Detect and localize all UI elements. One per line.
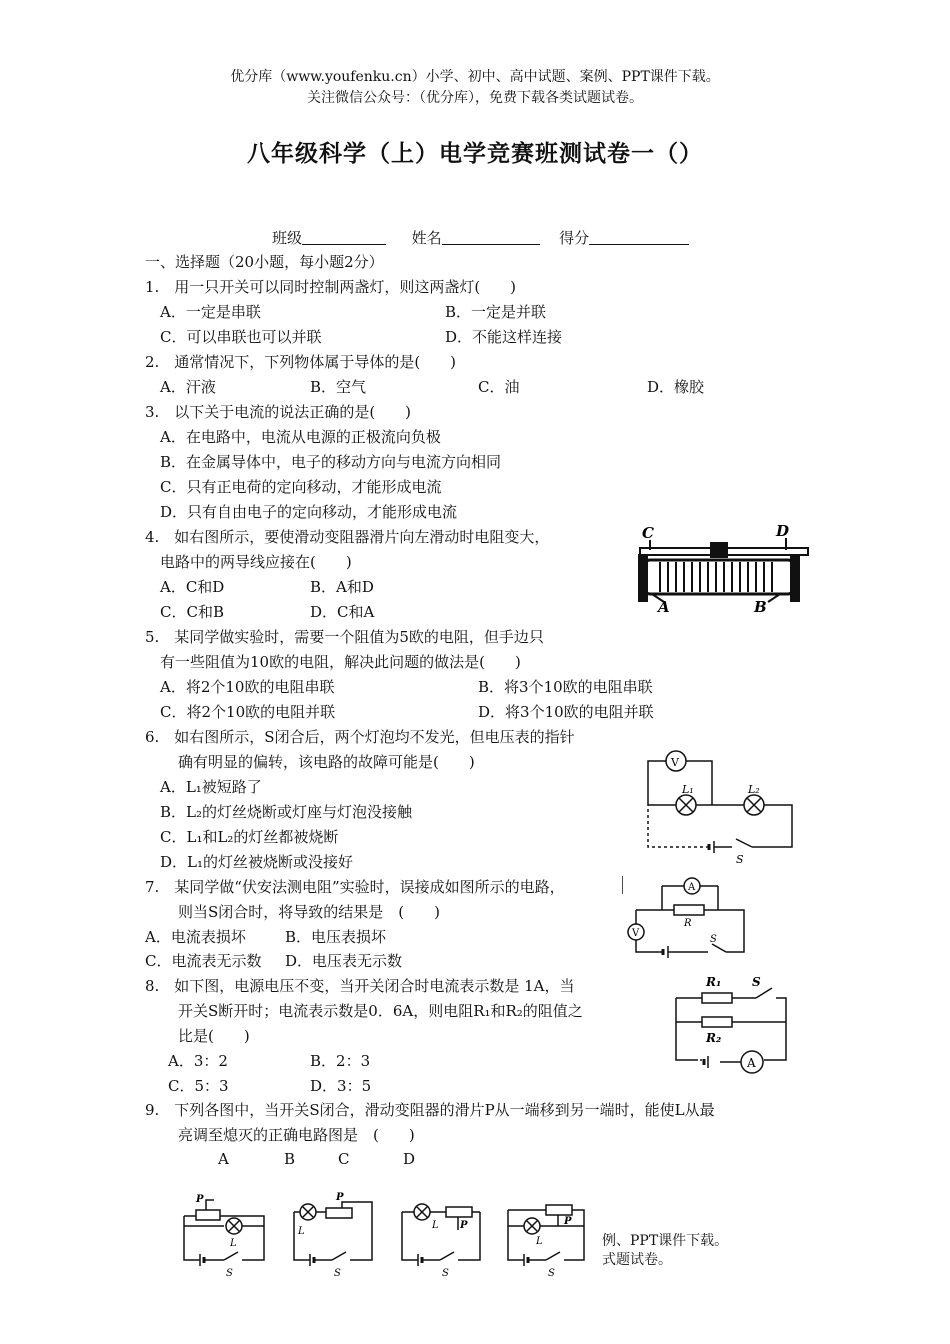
label-b: B	[754, 598, 767, 614]
q6-option-a[interactable]: A．L₁被短路了	[160, 778, 262, 796]
q8-option-c[interactable]: C．5：3	[168, 1077, 229, 1095]
q9-label-b[interactable]: B	[284, 1150, 296, 1168]
circuit-d	[508, 1205, 584, 1266]
q5-option-a[interactable]: A．将2个10欧的电阻串联	[160, 678, 335, 696]
s-label: S	[736, 853, 744, 865]
s-label: S	[710, 934, 717, 945]
c-s-label: S	[442, 1268, 449, 1279]
voltmeter-label: V	[671, 756, 679, 769]
r2-label: R₂	[706, 1031, 722, 1045]
label-a: A	[658, 598, 670, 614]
page-title: 八年级科学（上）电学竞赛班测试卷一（）	[247, 140, 703, 167]
q4-option-a[interactable]: A．C和D	[160, 578, 225, 596]
q1-option-d[interactable]: D．不能这样连接	[445, 328, 563, 346]
l1-label: L₁	[682, 783, 694, 796]
r1-label: R₁	[706, 975, 722, 989]
q4-stem-line2: 电路中的两导线应接在( )	[160, 553, 352, 571]
class-label: 班级	[272, 229, 303, 247]
site-header-line1: 优分库（www.youfenku.cn）小学、初中、高中试题、案例、PPT课件下载。	[230, 69, 720, 85]
site-header-line2: 关注微信公众号：（优分库），免费下载各类试题试卷。	[307, 90, 643, 106]
q5-option-d[interactable]: D．将3个10欧的电阻并联	[478, 703, 654, 721]
q8-stem-line3: 比是( )	[178, 1027, 250, 1045]
b-p-label: P	[336, 1192, 344, 1203]
q8-option-a[interactable]: A．3：2	[168, 1052, 228, 1070]
class-blank[interactable]	[302, 230, 386, 245]
q2-option-c[interactable]: C．油	[478, 378, 520, 396]
switch-s[interactable]	[756, 988, 772, 998]
label-d: D	[776, 522, 790, 540]
q1-option-c[interactable]: C．可以串联也可以并联	[160, 328, 322, 346]
q9-label-d[interactable]: D	[403, 1150, 416, 1168]
q3-option-a[interactable]: A．在电路中，电流从电源的正极流向负极	[160, 428, 441, 446]
q3-option-d[interactable]: D．只有自由电子的定向移动，才能形成电流	[160, 503, 458, 521]
section-heading: 一、选择题（20小题，每小题2分）	[145, 253, 384, 271]
q8-stem-line2: 开关S断开时；电流表示数是0．6A，则电阻R₁和R₂的阻值之	[178, 1002, 583, 1020]
q6-stem-line1: 6. 如右图所示，S闭合后，两个灯泡均不发光，但电压表的指针	[145, 728, 575, 746]
q8-option-b[interactable]: B．2：3	[310, 1052, 371, 1070]
l2-label: L₂	[748, 783, 760, 796]
q4-stem-line1: 4. 如右图所示，要使滑动变阻器滑片向左滑动时电阻变大，	[145, 528, 550, 546]
b-s-label: S	[334, 1268, 341, 1279]
score-blank[interactable]	[589, 230, 689, 245]
resistor-r1-icon	[702, 993, 732, 1003]
q6-circuit-figure	[640, 745, 800, 865]
q8-option-d[interactable]: D．3：5	[310, 1077, 372, 1095]
b-l-label: L	[298, 1226, 305, 1237]
q3-option-c[interactable]: C．只有正电荷的定向移动，才能形成电流	[160, 478, 442, 496]
q4-option-c[interactable]: C．C和B	[160, 603, 224, 621]
circuit-c	[402, 1204, 480, 1266]
q1-stem: 1. 用一只开关可以同时控制两盏灯，则这两盏灯( )	[145, 278, 517, 296]
q7-option-b[interactable]: B．电压表损坏	[285, 928, 387, 946]
q3-option-b[interactable]: B．在金属导体中，电子的移动方向与电流方向相同	[160, 453, 502, 471]
a-s-label: S	[226, 1268, 233, 1279]
name-blank[interactable]	[442, 230, 540, 245]
rheostat-figure	[630, 522, 815, 614]
q2-option-b[interactable]: B．空气	[310, 378, 367, 396]
q1-option-b[interactable]: B．一定是并联	[445, 303, 547, 321]
q7-option-c[interactable]: C．电流表无示数	[145, 952, 262, 970]
q2-option-d[interactable]: D．橡胶	[647, 378, 705, 396]
q7-stem-line2: 则当S闭合时，将导致的结果是 ( )	[178, 903, 440, 921]
q8-circuit-figure	[668, 970, 798, 1082]
d-s-label: S	[548, 1268, 555, 1279]
switch-s[interactable]	[736, 839, 752, 847]
a-l-label: L	[230, 1238, 237, 1249]
q9-label-a[interactable]: A	[218, 1150, 229, 1168]
q6-stem-line2: 确有明显的偏转，该电路的故障可能是( )	[178, 753, 475, 771]
label-c: C	[642, 524, 654, 542]
ammeter-label: A	[747, 1056, 756, 1070]
q7-option-a[interactable]: A．电流表损坏	[145, 928, 246, 946]
q6-option-d[interactable]: D．L₁的灯丝被烧断或没接好	[160, 853, 354, 871]
q5-stem-line1: 5. 某同学做实验时，需要一个阻值为5欧的电阻，但手边只	[145, 628, 544, 646]
voltmeter-label: V	[632, 928, 640, 939]
q5-option-c[interactable]: C．将2个10欧的电阻并联	[160, 703, 336, 721]
q1-option-a[interactable]: A．一定是串联	[160, 303, 261, 321]
footer-fragment-line2: 式题试卷。	[602, 1252, 672, 1268]
circuit-b	[294, 1202, 372, 1266]
resistor-r-icon	[674, 905, 704, 915]
q4-option-b[interactable]: B．A和D	[310, 578, 374, 596]
q5-stem-line2: 有一些阻值为10欧的电阻，解决此问题的做法是( )	[160, 653, 521, 671]
q4-option-d[interactable]: D．C和A	[310, 603, 375, 621]
d-p-label: P	[564, 1216, 572, 1227]
circuit-a	[184, 1200, 264, 1266]
name-label: 姓名	[411, 229, 442, 247]
q9-stem-line1: 9. 下列各图中，当开关S闭合，滑动变阻器的滑片P从一端移到另一端时，能使L从最	[145, 1101, 715, 1119]
c-l-label: L	[432, 1220, 439, 1231]
q7-circuit-figure	[622, 872, 752, 962]
resistor-r2-icon	[702, 1017, 732, 1027]
q2-stem: 2. 通常情况下，下列物体属于导体的是( )	[145, 353, 457, 371]
s-label: S	[752, 975, 761, 989]
c-p-label: P	[460, 1220, 468, 1231]
q2-option-a[interactable]: A．汗液	[160, 378, 216, 396]
score-label: 得分	[559, 229, 590, 247]
r-label: R	[684, 918, 692, 929]
ammeter-label: A	[688, 882, 696, 893]
q7-option-d[interactable]: D．电压表无示数	[285, 952, 403, 970]
q6-option-c[interactable]: C．L₁和L₂的灯丝都被烧断	[160, 828, 339, 846]
q9-circuits-figure	[176, 1188, 596, 1280]
q8-stem-line1: 8. 如下图，电源电压不变，当开关闭合时电流表示数是 1A，当	[145, 977, 575, 995]
q3-stem: 3. 以下关于电流的说法正确的是( )	[145, 403, 412, 421]
footer-fragment-line1: 例、PPT课件下载。	[602, 1233, 729, 1249]
switch-s[interactable]	[712, 944, 726, 952]
a-p-label: P	[196, 1194, 204, 1205]
d-l-label: L	[536, 1236, 543, 1247]
q9-stem-line2: 亮调至熄灭的正确电路图是 ( )	[178, 1126, 415, 1144]
info-line	[272, 227, 689, 248]
q7-stem-line1: 7. 某同学做“伏安法测电阻”实验时，误接成如图所示的电路，	[145, 878, 565, 896]
q5-option-b[interactable]: B．将3个10欧的电阻串联	[478, 678, 653, 696]
slider-contact	[710, 542, 728, 558]
q9-label-c[interactable]: C	[338, 1150, 350, 1168]
q6-option-b[interactable]: B．L₂的灯丝烧断或灯座与灯泡没接触	[160, 803, 412, 821]
